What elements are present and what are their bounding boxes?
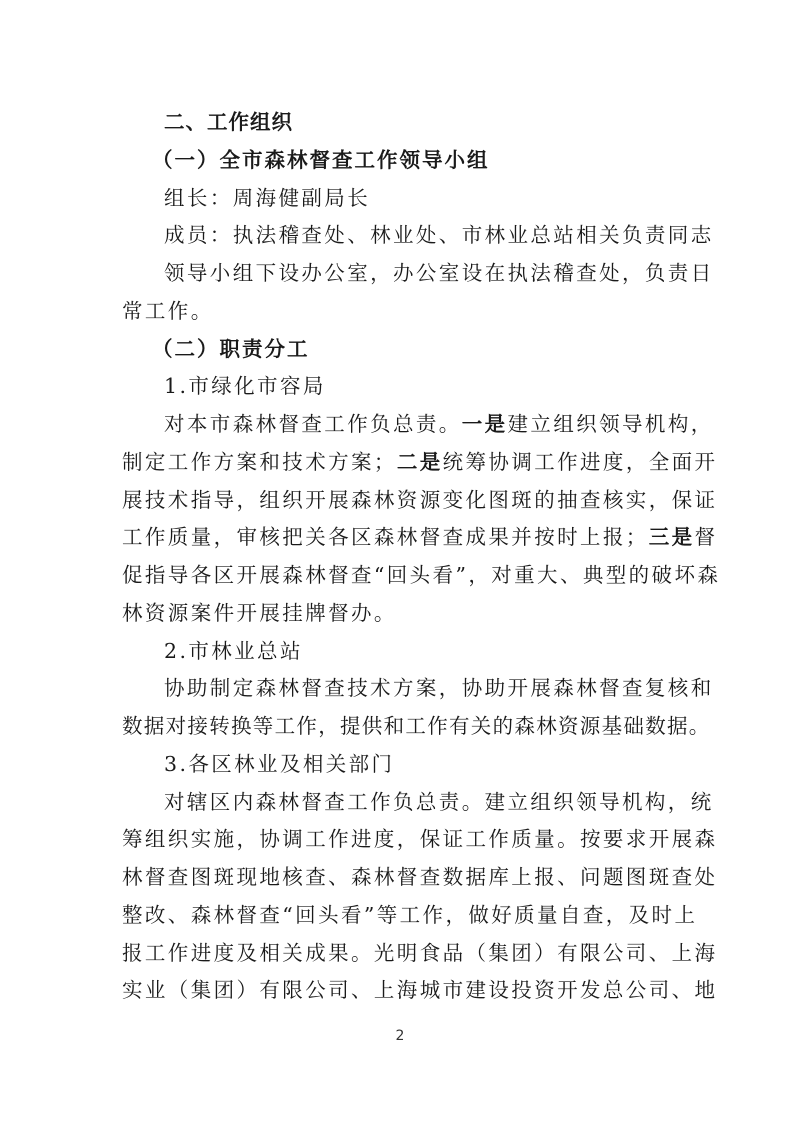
subsection-heading-responsibilities: （二）职责分工 [152, 336, 310, 361]
item-2-paragraph-line: 协助制定森林督查技术方案，协助开展森林督查复核和 [164, 676, 714, 701]
members-line: 成员：执法稽查处、林业处、市林业总站相关负责同志 [164, 223, 714, 248]
item-3-paragraph-line: 整改、森林督查“回头看”等工作，做好质量自查，及时上 [122, 902, 698, 927]
emphasis-second: 二是 [396, 449, 443, 474]
office-line-2: 常工作。 [122, 298, 214, 323]
document-body [122, 104, 721, 1010]
item-3-paragraph-line: 筹组织实施，协调工作进度，保证工作质量。按要求开展森 [122, 827, 718, 852]
text-segment: 统筹协调工作进度，全面开 [442, 449, 718, 474]
item-3-paragraph-line: 林督查图斑现地核查、森林督查数据库上报、问题图斑查处 [122, 865, 718, 889]
subsection-heading-leadership-group: （一）全市森林督查工作领导小组 [152, 147, 490, 172]
item-3-paragraph-line: 报工作进度及相关成果。光明食品（集团）有限公司、上海 [122, 940, 718, 965]
section-heading: 二、工作组织 [164, 110, 293, 134]
text-segment: 制定工作方案和技术方案； [122, 449, 397, 474]
item-1-paragraph-line: 林资源案件开展挂牌督办。 [122, 600, 397, 625]
item-1-paragraph-line [122, 406, 714, 444]
item-2-title: 2.市林业总站 [164, 638, 303, 663]
emphasis-first: 一是 [461, 412, 508, 436]
text-segment: 督 [694, 525, 718, 550]
text-segment: 工作质量，审核把关各区森林督查成果并按时上报； [122, 525, 649, 550]
item-1-title: 1.市绿化市容局 [164, 374, 326, 399]
item-1-paragraph-line [122, 444, 718, 482]
office-line-1: 领导小组下设办公室，办公室设在执法稽查处，负责日 [164, 261, 714, 285]
page-number: 2 [395, 1028, 405, 1044]
leader-line: 组长：周海健副局长 [164, 185, 371, 210]
item-1-paragraph-line [122, 519, 718, 557]
emphasis-third: 三是 [648, 525, 695, 550]
item-3-paragraph-line: 对辖区内森林督查工作负总责。建立组织领导机构，统 [164, 789, 714, 814]
item-1-paragraph-line: 促指导各区开展森林督查“回头看”，对重大、典型的破坏森 [122, 563, 721, 587]
item-2-paragraph-line: 数据对接转换等工作，提供和工作有关的森林资源基础数据。 [122, 714, 711, 738]
item-3-title: 3.各区林业及相关部门 [164, 751, 395, 776]
item-3-paragraph-line: 实业（集团）有限公司、上海城市建设投资开发总公司、地 [122, 978, 718, 1003]
text-segment: 对本市森林督查工作负总责。 [164, 412, 462, 436]
text-segment: 建立组织领导机构， [507, 412, 714, 436]
item-1-paragraph-line: 展技术指导，组织开展森林资源变化图斑的抽查核实，保证 [122, 487, 718, 512]
